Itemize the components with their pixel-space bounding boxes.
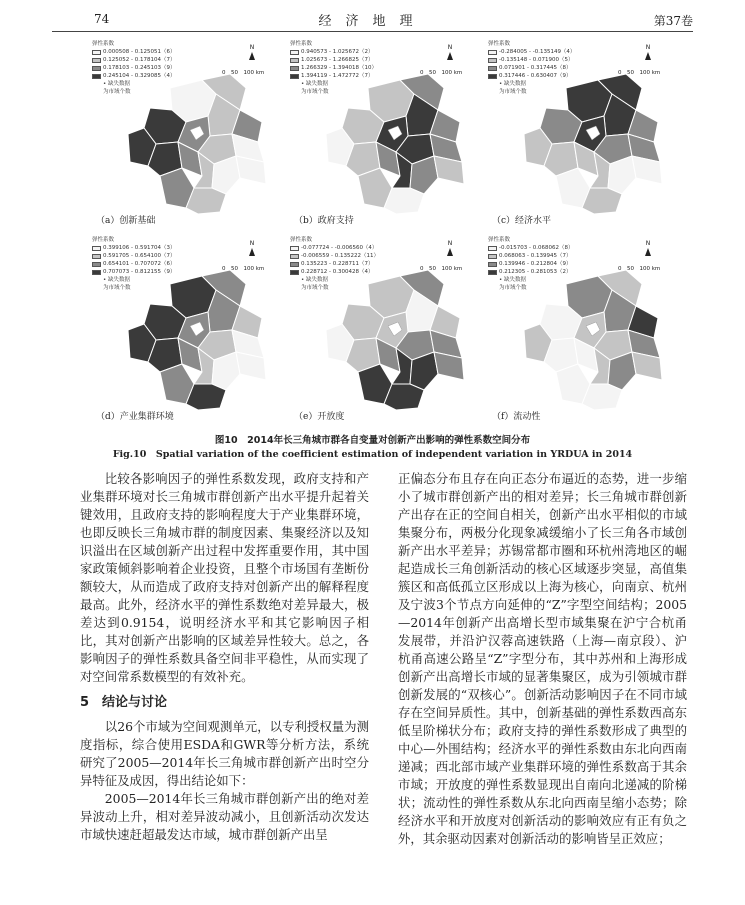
legend-label: 0.245104 - 0.329085（4）: [103, 73, 176, 79]
figure-caption-en: Fig.10 Spatial variation of the coefficient estimation of independent variation in YRDUA in 2014: [112, 449, 633, 460]
map-region: [582, 384, 622, 410]
map-panel-b: [288, 38, 482, 228]
legend-entry: [488, 48, 575, 56]
legend-swatch: [488, 74, 497, 79]
legend-swatch: [290, 254, 299, 259]
legend-swatch: [488, 254, 497, 259]
legend-entry: [92, 72, 175, 80]
legend-entry: [290, 72, 377, 80]
legend-swatch: [488, 246, 497, 251]
scale-bar: 0 50 100 km: [222, 70, 265, 76]
legend-entry: [488, 252, 573, 260]
panel-label: （b）政府支持: [294, 216, 354, 226]
north-arrow-icon: N: [240, 240, 264, 256]
map-region: [384, 188, 424, 214]
legend-note: • 缺失数据: [301, 277, 328, 283]
legend-note: • 缺失数据: [499, 81, 526, 87]
legend-swatch: [92, 66, 101, 71]
legend-swatch: [488, 58, 497, 63]
map-region: [186, 188, 226, 214]
paragraph: 比较各影响因子的弹性系数发现，政府支持和产业集群环境对长三角城市群创新产出水平提升起着关键效用，且政府支持的影响程度大于产业集群环境，也即反映长三角城市群的制度因素、集聚经济以及知识溢出在区域创新产出过程中发挥重要作用，其中国家政策倾斜影响着企业投资，且整个市场国有垄断份额较大，从而造成了政府支持对创新产出的解释程度最高。此外，经济水平的弹性系数绝对差异最大，极差达到0.9154，说明经济水平和其它影响因子相比，其对创新产出影响的区域差异性较大。总之，各影响因子的弹性系数具备空间非平稳性，从而实现了对空间常系数模型的有效补充。: [80, 471, 369, 684]
legend-swatch: [488, 262, 497, 267]
legend-entry: [92, 48, 175, 56]
legend-entry: [290, 268, 379, 276]
legend-title: 弹性系数: [92, 41, 115, 47]
map-panel-d: [90, 234, 284, 424]
legend-entry: [488, 56, 575, 64]
panel-label: （a）创新基础: [96, 216, 156, 226]
journal-title: 经济地理: [318, 14, 427, 29]
legend-note: 为市域个数: [499, 285, 527, 291]
legend-note: 为市域个数: [301, 89, 329, 95]
legend-note: • 缺失数据: [103, 81, 130, 87]
legend-note: • 缺失数据: [301, 81, 328, 87]
legend-swatch: [92, 270, 101, 275]
legend-label: 0.591705 - 0.654100（7）: [103, 253, 176, 259]
legend-label: 1.025673 - 1.266825（7）: [301, 57, 374, 63]
legend-swatch: [290, 262, 299, 267]
legend-swatch: [92, 50, 101, 55]
legend-label: 0.654101 - 0.707072（6）: [103, 261, 176, 267]
map-region: [186, 384, 226, 410]
legend-label: -0.284005 - -0.135149（4）: [499, 49, 576, 55]
legend-label: 0.000508 - 0.125051（6）: [103, 49, 176, 55]
legend-label: -0.077724 - -0.006560（4）: [301, 245, 378, 251]
page-number: 74: [94, 12, 110, 26]
legend-label: 0.135223 - 0.228711（7）: [301, 261, 374, 267]
north-arrow-icon: N: [438, 240, 462, 256]
map-legend: [92, 236, 175, 292]
legend-swatch: [290, 74, 299, 79]
legend-label: 0.068063 - 0.139945（7）: [499, 253, 572, 259]
legend-entry: [92, 244, 175, 252]
panel-label: （c）经济水平: [492, 216, 552, 226]
legend-entry: [92, 268, 175, 276]
section-heading: 5 结论与讨论: [80, 695, 168, 710]
paragraph: 正偏态分布且存在向正态分布逼近的态势，进一步缩小了城市群创新产出的相对差异；长三角城市群创新产出存在正的空间自相关，创新产出水平相似的市域集聚分布，两极分化现象减缓缩小了长三角各市域创新产出水平差异；苏锡常都市圈和环杭州湾地区的崛起造成长三角创新活动的核心区域逐步突显，高值集簇区和高低孤立区形成以上海为核心，向南京、杭州及宁波3个节点方向延伸的“Z”字型空间结构；2005—2014年创新产出高增长型市域集聚在沪宁合杭甬发展带，并沿沪汉蓉高速铁路（上海—南京段）、沪杭甬高速公路呈“Z”字型分布，其中苏州和上海形成创新产出高增长市域的显著集聚区，成为引领城市群创新发展的“双核心”。创新活动影响因子在不同市域存在空间异质性。其中，创新基础的弹性系数西高东低呈阶梯状分布；政府支持的弹性系数形成了典型的中心—外围结构；经济水平的弹性系数由东北向西南递减；西北部市域产业集群环境的弹性系数高于其余市域；开放度的弹性系数显现出自南向北递减的阶梯状；流动性的弹性系数从东北向西南呈缩小态势；除经济水平和开放度对创新活动的影响效应有正有负之外，其余驱动因素对创新活动的影响皆呈正效应；: [398, 471, 687, 846]
volume-number: 第37卷: [653, 14, 693, 28]
map-legend: [488, 236, 573, 292]
legend-entry: [290, 260, 379, 268]
legend-note: • 缺失数据: [103, 277, 130, 283]
map-panel-c: [486, 38, 680, 228]
map-region: [582, 188, 622, 214]
scale-bar: 0 50 100 km: [420, 70, 463, 76]
legend-label: 0.139946 - 0.212804（9）: [499, 261, 572, 267]
north-arrow-icon: N: [636, 44, 660, 60]
map-legend: [290, 236, 379, 292]
legend-label: 0.071901 - 0.317445（8）: [499, 65, 572, 71]
map-panel-a: [90, 38, 284, 228]
scale-bar: 0 50 100 km: [222, 266, 265, 272]
figure-10: [90, 38, 680, 430]
legend-label: -0.015703 - 0.068062（8）: [499, 245, 574, 251]
left-column: [80, 470, 369, 844]
legend-note: • 缺失数据: [499, 277, 526, 283]
legend-entry: [488, 268, 573, 276]
legend-label: 0.212305 - 0.281053（2）: [499, 269, 572, 275]
legend-entry: [290, 48, 377, 56]
legend-label: 0.125052 - 0.178104（7）: [103, 57, 176, 63]
panel-label: （d）产业集群环境: [96, 412, 174, 422]
legend-label: 0.178103 - 0.245103（9）: [103, 65, 176, 71]
map-panel-e: [288, 234, 482, 424]
legend-title: 弹性系数: [290, 41, 313, 47]
legend-swatch: [92, 254, 101, 259]
north-arrow-icon: N: [438, 44, 462, 60]
legend-swatch: [92, 262, 101, 267]
legend-title: 弹性系数: [92, 237, 115, 243]
right-column: [398, 470, 687, 848]
scale-bar: 0 50 100 km: [420, 266, 463, 272]
legend-swatch: [92, 58, 101, 63]
paragraph: 2005—2014年长三角城市群创新产出的绝对差异波动上升，相对差异波动减小，且创新活动次发达市域快速赶超最发达市域，城市群创新产出呈: [80, 791, 369, 842]
legend-note: 为市域个数: [499, 89, 527, 95]
legend-entry: [488, 244, 573, 252]
legend-label: 0.317446 - 0.630407（9）: [499, 73, 572, 79]
legend-entry: [488, 72, 575, 80]
legend-entry: [92, 64, 175, 72]
legend-entry: [92, 252, 175, 260]
legend-title: 弹性系数: [488, 41, 511, 47]
legend-swatch: [290, 246, 299, 251]
legend-entry: [290, 252, 379, 260]
legend-swatch: [488, 66, 497, 71]
map-legend: [488, 40, 575, 96]
legend-swatch: [290, 50, 299, 55]
map-panel-f: [486, 234, 680, 424]
legend-swatch: [488, 270, 497, 275]
legend-label: 0.940573 - 1.025672（2）: [301, 49, 374, 55]
map-legend: [92, 40, 175, 96]
north-arrow-icon: N: [636, 240, 660, 256]
legend-label: 1.394119 - 1.472772（7）: [301, 73, 374, 79]
legend-title: 弹性系数: [488, 237, 511, 243]
legend-swatch: [290, 270, 299, 275]
legend-note: 为市域个数: [103, 89, 131, 95]
legend-swatch: [488, 50, 497, 55]
map-region: [384, 384, 424, 410]
legend-entry: [92, 56, 175, 64]
legend-entry: [488, 260, 573, 268]
map-legend: [290, 40, 377, 96]
legend-swatch: [290, 66, 299, 71]
running-header: [52, 10, 693, 32]
panel-label: （e）开放度: [294, 412, 345, 422]
legend-entry: [290, 64, 377, 72]
north-arrow-icon: N: [240, 44, 264, 60]
legend-note: 为市域个数: [103, 285, 131, 291]
legend-entry: [488, 64, 575, 72]
legend-label: -0.006559 - 0.135222（11）: [301, 253, 379, 259]
legend-entry: [290, 56, 377, 64]
panel-label: （f）流动性: [492, 412, 541, 422]
legend-label: 0.707073 - 0.812155（9）: [103, 269, 176, 275]
legend-label: 1.266329 - 1.394018（10）: [301, 65, 377, 71]
legend-title: 弹性系数: [290, 237, 313, 243]
legend-entry: [92, 260, 175, 268]
legend-note: 为市域个数: [301, 285, 329, 291]
scale-bar: 0 50 100 km: [618, 266, 661, 272]
figure-caption-cn: 图10 2014年长三角城市群各自变量对创新产出影响的弹性系数空间分布: [214, 435, 531, 446]
legend-entry: [290, 244, 379, 252]
legend-label: -0.135148 - 0.071900（5）: [499, 57, 574, 63]
legend-swatch: [92, 74, 101, 79]
scale-bar: 0 50 100 km: [618, 70, 661, 76]
legend-swatch: [290, 58, 299, 63]
legend-label: 0.228712 - 0.300428（4）: [301, 269, 374, 275]
legend-label: 0.399106 - 0.591704（3）: [103, 245, 176, 251]
legend-swatch: [92, 246, 101, 251]
paragraph: 以26个市域为空间观测单元，以专利授权量为测度指标，综合使用ESDA和GWR等分析方法，系统研究了2005—2014年长三角城市群创新产出时空分异特征及成因，得出结论如下：: [80, 719, 369, 788]
